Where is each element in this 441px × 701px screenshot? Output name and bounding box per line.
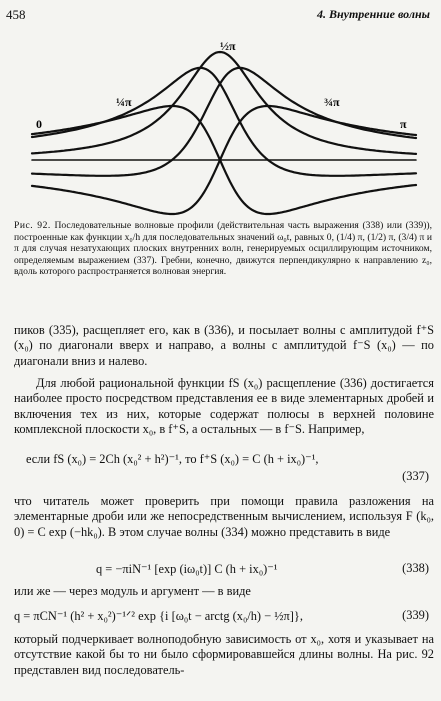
wave-profiles-figure (6, 38, 436, 216)
paragraph-5: который подчеркивает волноподобную зависимость от x₀, хотя и указывает на отсутствие какой бы то ни было сформировавшейся длины волны. На рис. 92 представлен вид последователь- (14, 632, 434, 677)
label-three-quarter-pi: ¾π (324, 95, 340, 109)
label-half-pi: ½π (220, 39, 236, 53)
equation-339-number: (339) (402, 608, 429, 622)
caption-label: Рис. 92. (14, 220, 51, 231)
paragraph-4: или же — через модуль и аргумент — в виде (14, 584, 251, 598)
chapter-title: 4. Внутренние волны (316, 7, 430, 21)
equation-337-number: (337) (402, 469, 429, 483)
caption-text: Последовательные волновые профили (действительная часть выражения (338) или (339)), построенные как функции x₀/h для последовательных значений ω₀t, равных 0, (1/4) π, (1/2) π, (3/4) π и π для случая незатухающих плоских внутренних волн, генерируемых осциллирующим источником, определяемым выражением (337). Гребни, конечно, движутся перпендикулярно к направлению z₀, вдоль которого распространяется волновая энергия. (14, 220, 432, 278)
equation-338: q = −πiN⁻¹ [exp (iω₀t)] C (h + ix₀)⁻¹ (96, 562, 278, 576)
paragraph-1: пиков (335), расщепляет его, как в (336), и посылает волны с амплитудой f⁺S (x₀) по диагонали вверх и направо, а волны с амплитудой f⁻S (x₀) — по диагонали вниз и налево. (14, 323, 434, 368)
equation-338-number: (338) (402, 561, 429, 575)
label-pi: π (400, 117, 407, 131)
profile-half-pi (32, 52, 416, 154)
paragraph-2: Для любой рациональной функции fS (x₀) расщепление (336) достигается наиболее просто посредством представления ее в виде элементарных дробей и включения тех из них, которые содержат полюсы в верхней половине комплексной плоскости x₀, в f⁺S, а остальных — в f⁻S. Например, (14, 376, 434, 437)
label-quarter-pi: ¼π (116, 95, 132, 109)
equation-337: если fS (x₀) = 2Ch (x₀² + h²)⁻¹, то f⁺S (x₀) = C (h + ix₀)⁻¹, (26, 452, 319, 466)
figure-caption (14, 220, 432, 278)
page-number: 458 (6, 7, 26, 22)
equation-339: q = πCN⁻¹ (h² + x₀²)⁻¹ᐟ² exp {i [ω₀t − arctg (x₀/h) − ½π]}, (14, 609, 303, 623)
paragraph-3: что читатель может проверить при помощи правила разложения на элементарные дроби или же непосредственным вычислением, используя F (k₀, 0) = C exp (−hk₀). В этом случае волны (334) можно представить в виде (14, 494, 434, 539)
label-zero: 0 (36, 117, 42, 131)
